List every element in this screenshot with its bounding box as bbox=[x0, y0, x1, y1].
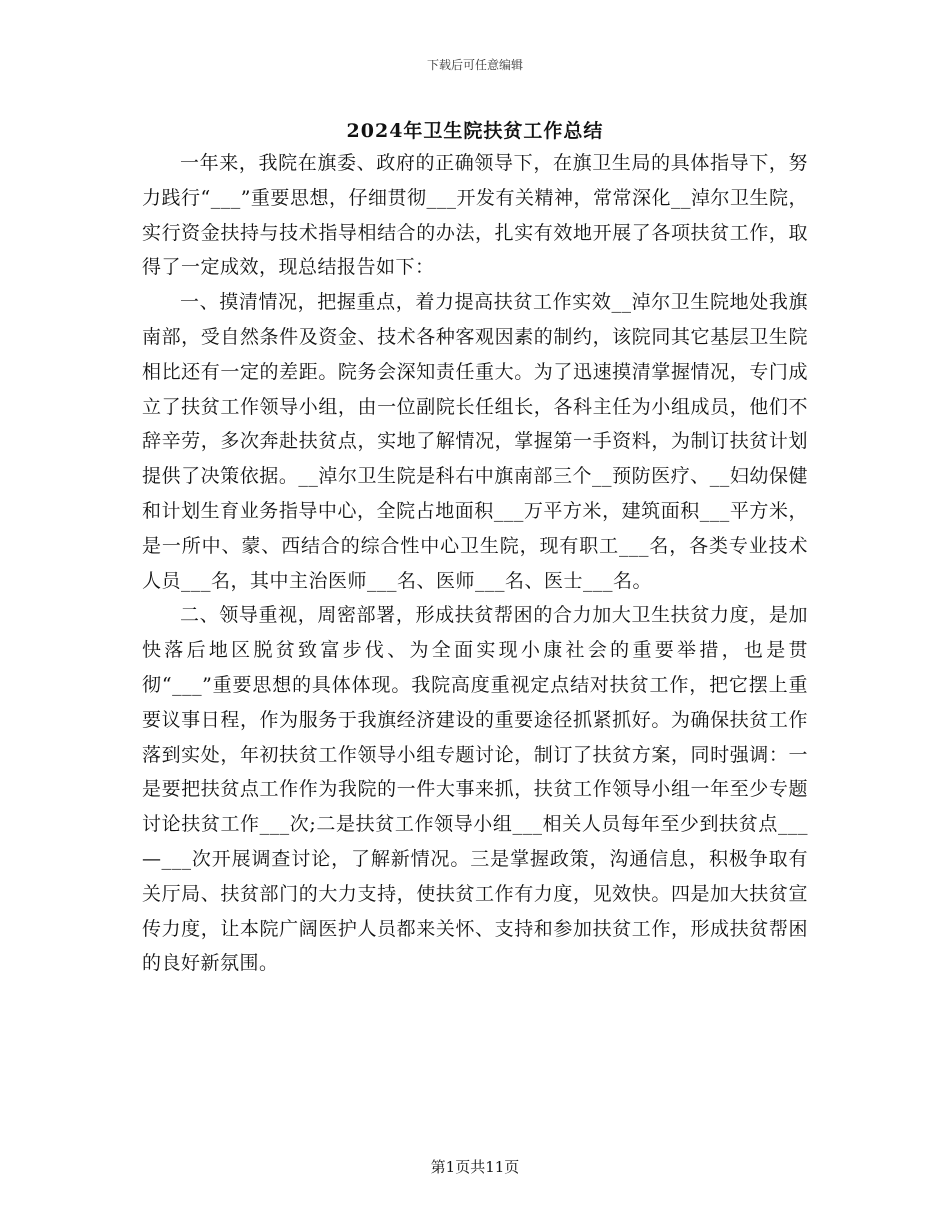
paragraph-section-1: 一、摸清情况，把握重点，着力提高扶贫工作实效__淖尔卫生院地处我旗南部，受自然条件及资金、技术各种客观因素的制约，该院同其它基层卫生院相比还有一定的差距。院务会深知责任重大。为了迅速摸清掌握情况，专门成立了扶贫工作领导小组，由一位副院长任组长，各科主任为小组成员，他们不辞辛劳，多次奔赴扶贫点，实地了解情况，掌握第一手资料，为制订扶贫计划提供了决策依据。__淖尔卫生院是科右中旗南部三个__预防医疗、__妇幼保健和计划生育业务指导中心，全院占地面积___万平方米，建筑面积___平方米，是一所中、蒙、西结合的综合性中心卫生院，现有职工___名，各类专业技术人员___名，其中主治医师___名、医师___名、医士___名。 bbox=[142, 291, 808, 592]
paragraph-intro: 一年来，我院在旗委、政府的正确领导下，在旗卫生局的具体指导下，努力践行“___”重要思想，仔细贯彻___开发有关精神，常常深化__淖尔卫生院，实行资金扶持与技术指导相结合的办法，扎实有效地开展了各项扶贫工作，取得了一定成效，现总结报告如下： bbox=[142, 152, 808, 279]
page-number: 第1页共11页 bbox=[430, 1158, 520, 1176]
header-note: 下载后可任意编辑 bbox=[426, 58, 523, 72]
document-title: 2024年卫生院扶贫工作总结 bbox=[346, 120, 604, 142]
paragraph-section-2: 二、领导重视，周密部署，形成扶贫帮困的合力加大卫生扶贫力度，是加快落后地区脱贫致富步伐、为全面实现小康社会的重要举措，也是贯彻“___”重要思想的具体体现。我院高度重视定点结对扶贫工作，把它摆上重要议事日程，作为服务于我旗经济建设的重要途径抓紧抓好。为确保扶贫工作落到实处，年初扶贫工作领导小组专题讨论，制订了扶贫方案，同时强调：一是要把扶贫点工作作为我院的一件大事来抓，扶贫工作领导小组一年至少专题讨论扶贫工作___次;二是扶贫工作领导小组___相关人员每年至少到扶贫点___—___次开展调查讨论，了解新情况。三是掌握政策，沟通信息，积极争取有关厅局、扶贫部门的大力支持，使扶贫工作有力度，见效快。四是加大扶贫宣传力度，让本院广阔医护人员都来关怀、支持和参加扶贫工作，形成扶贫帮困的良好新氛围。 bbox=[142, 604, 808, 975]
document-body bbox=[142, 146, 808, 981]
